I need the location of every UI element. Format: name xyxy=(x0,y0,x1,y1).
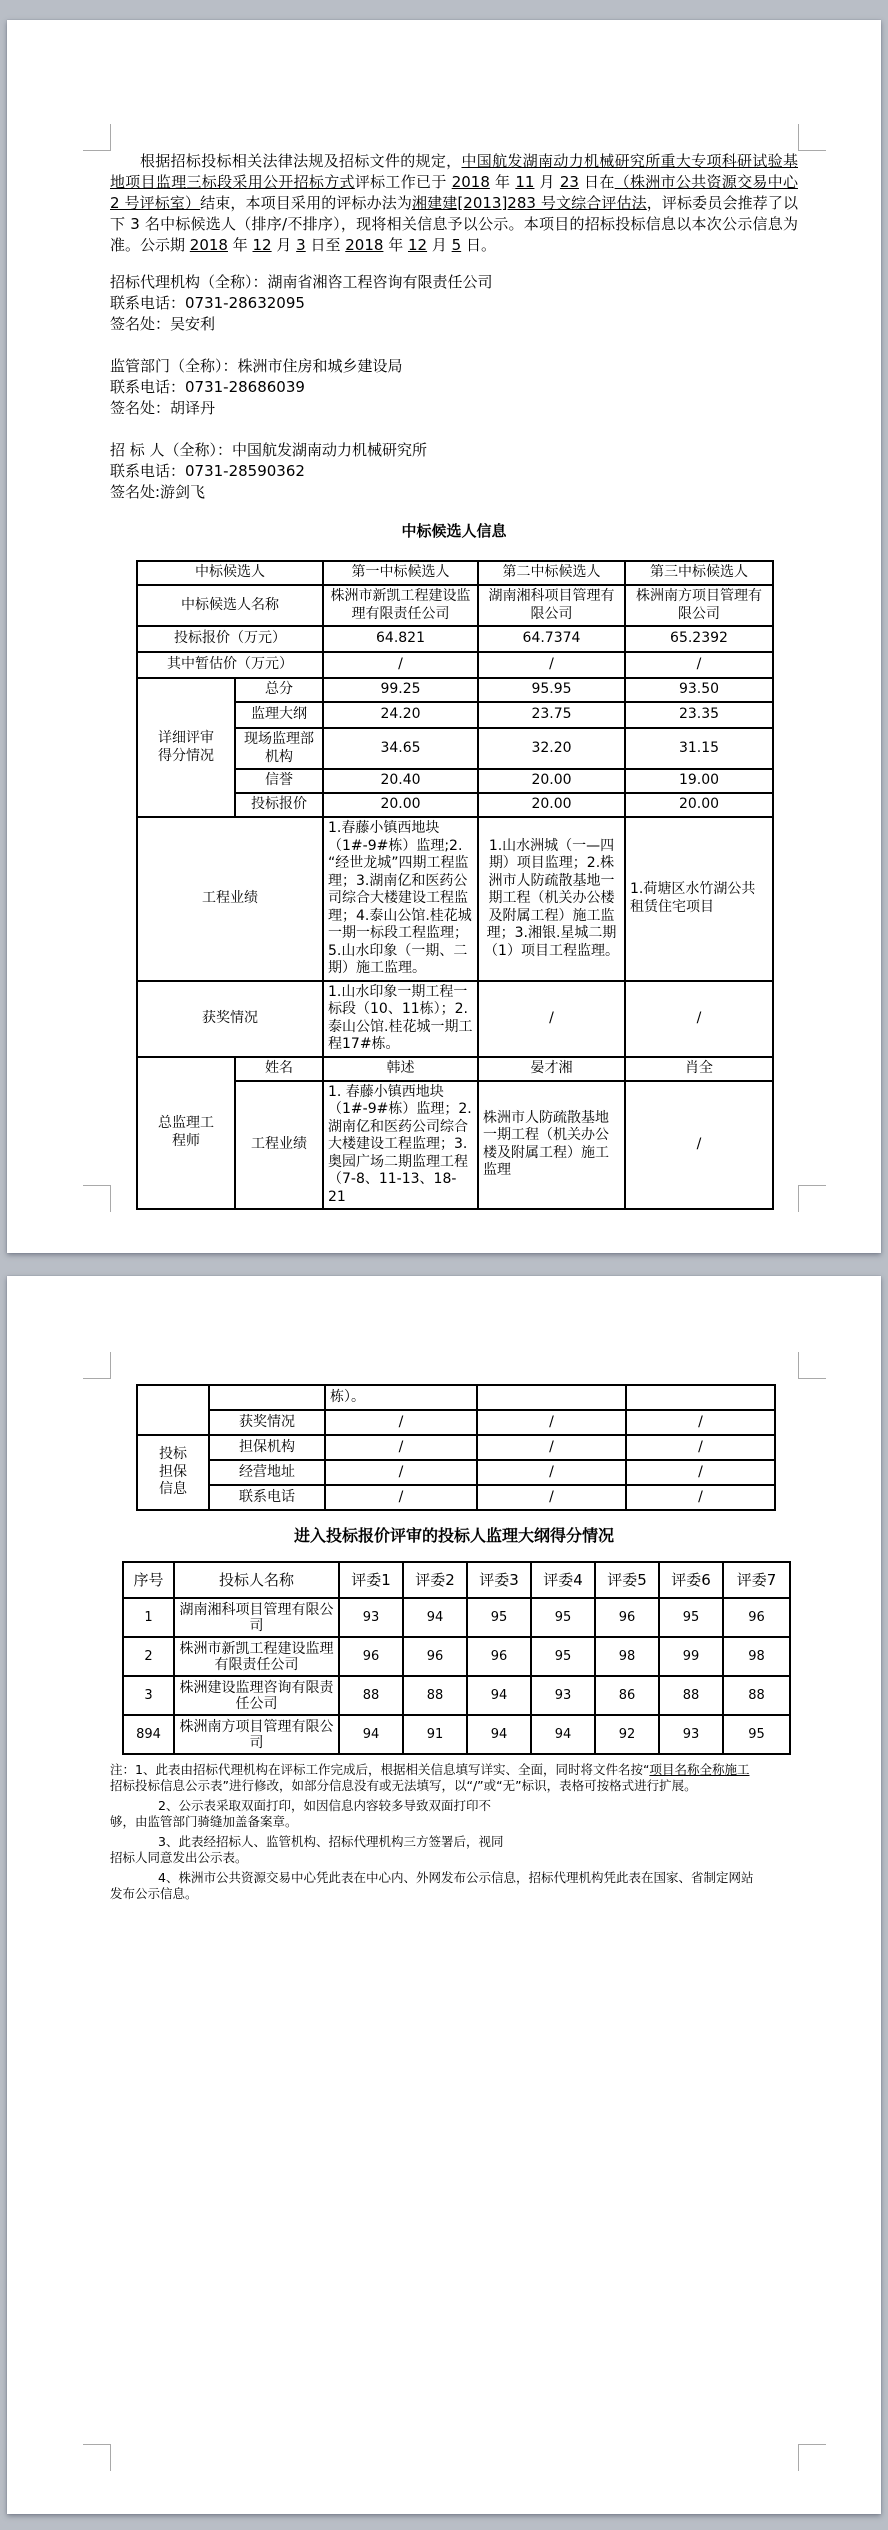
tenderee-phone-line: 联系电话：0731-28590362 xyxy=(110,462,305,480)
chief-performance-cell: / xyxy=(625,1081,773,1210)
intro-date: 2018 xyxy=(189,236,228,254)
table-row xyxy=(137,626,773,652)
awards-cell: / xyxy=(625,981,773,1057)
notes-section xyxy=(110,1762,798,1902)
score-group-label-cell: 详细评审得分情况 xyxy=(137,678,235,817)
intro-date: 5 xyxy=(451,236,462,254)
note-4 xyxy=(110,1870,798,1902)
score-cell: 99.25 xyxy=(323,678,478,702)
header-cell: 序号 xyxy=(123,1562,174,1598)
performance-cell: 1.春藤小镇西地块（1#-9#栋）监理;2.“经世龙城”四期工程监理；3.湖南亿和医药公司综合大楼建设工程监理；4.泰山公馆.桂花城一期一标段工程监理；5.山水印象（一期、二期）施工监理。 xyxy=(323,817,478,981)
regulator-name-line: 监管部门（全称）：株洲市住房和城乡建设局 xyxy=(110,357,403,375)
header-cell: 评委5 xyxy=(595,1562,659,1598)
tenderee-block xyxy=(110,440,798,503)
score-cell: 32.20 xyxy=(478,728,625,769)
regulator-block xyxy=(110,356,798,419)
value-cell: / xyxy=(325,1435,477,1460)
score-cell: 95 xyxy=(723,1715,790,1754)
value-cell: / xyxy=(323,652,478,678)
label-cell: 中标候选人名称 xyxy=(137,585,323,626)
score-cell: 93 xyxy=(339,1598,403,1637)
table-row xyxy=(137,561,773,585)
score-cell: 94 xyxy=(403,1598,467,1637)
agency-phone-line: 联系电话：0731-28632095 xyxy=(110,294,305,312)
table-row xyxy=(137,1460,775,1485)
score-cell: 96 xyxy=(723,1598,790,1637)
intro-text: 日在 xyxy=(578,173,615,191)
header-label-cell: 中标候选人 xyxy=(137,561,323,585)
seq-cell: 894 xyxy=(123,1715,174,1754)
score-cell: 88 xyxy=(659,1676,723,1715)
intro-text: 月 xyxy=(271,236,297,254)
table-row xyxy=(137,1485,775,1510)
value-cell: / xyxy=(325,1485,477,1510)
agency-name-line: 招标代理机构（全称）：湖南省湘咨工程咨询有限责任公司 xyxy=(110,273,493,291)
score-cell: 94 xyxy=(467,1676,531,1715)
note-2 xyxy=(110,1798,798,1830)
score-cell: 95.95 xyxy=(478,678,625,702)
table-row xyxy=(137,981,773,1057)
scores-heading: 进入投标报价评审的投标人监理大纲得分情况 xyxy=(293,1526,614,1545)
candidate-name-cell: 株洲南方项目管理有限公司 xyxy=(625,585,773,626)
performance-cell: 1.山水洲城（一—四期）项目监理；2.株洲市人防疏散基地一期工程（机关办公楼及附属工程）施工监理；3.湘银.星城二期（1）项目工程监理。 xyxy=(478,817,625,981)
empty-group-cell xyxy=(137,1385,209,1435)
label-cell: 联系电话 xyxy=(209,1485,325,1510)
page-2 xyxy=(7,1276,881,2514)
intro-date: 3 xyxy=(296,236,306,254)
table-row xyxy=(123,1676,790,1715)
label-cell: 投标报价（万元） xyxy=(137,626,323,652)
value-cell: / xyxy=(478,652,625,678)
label-cell: 工程业绩 xyxy=(137,817,323,981)
text-boundary-mark xyxy=(798,124,826,151)
label-cell: 监理大纲 xyxy=(235,702,323,728)
value-cell: / xyxy=(325,1460,477,1485)
bid-price-cell: 65.2392 xyxy=(625,626,773,652)
score-cell: 92 xyxy=(595,1715,659,1754)
label-cell: 总分 xyxy=(235,678,323,702)
header-cell: 第三中标候选人 xyxy=(625,561,773,585)
intro-text: 评标工作已于 xyxy=(354,173,452,191)
bid-price-cell: 64.821 xyxy=(323,626,478,652)
intro-text: 月 xyxy=(534,173,560,191)
note-line: 4、株洲市公共资源交易中心凭此表在中心内、外网发布公示信息，招标代理机构凭此表在国家、省制定网站 xyxy=(158,1870,754,1885)
text-boundary-mark xyxy=(83,1185,111,1212)
intro-text: 年 xyxy=(383,236,408,254)
text-boundary-mark xyxy=(83,124,111,151)
performance-tail-cell xyxy=(477,1385,626,1410)
score-cell: 20.00 xyxy=(478,793,625,817)
table-row xyxy=(137,585,773,626)
label-cell: 投标报价 xyxy=(235,793,323,817)
chief-group-label-cell: 总监理工程师 xyxy=(137,1057,235,1210)
awards-cell: / xyxy=(626,1410,775,1435)
intro-date: 23 xyxy=(559,173,579,191)
value-cell: / xyxy=(625,652,773,678)
score-cell: 93.50 xyxy=(625,678,773,702)
score-cell: 24.20 xyxy=(323,702,478,728)
score-cell: 20.00 xyxy=(625,793,773,817)
score-cell: 95 xyxy=(467,1598,531,1637)
page-1 xyxy=(7,20,881,1253)
agency-sign-line: 签名处：吴安利 xyxy=(110,315,216,333)
value-cell: / xyxy=(477,1435,626,1460)
intro-date: 2018 xyxy=(345,236,384,254)
label-cell: 获奖情况 xyxy=(137,981,323,1057)
score-cell: 19.00 xyxy=(625,769,773,793)
table-row xyxy=(137,652,773,678)
page-1-content xyxy=(110,151,798,1210)
score-cell: 99 xyxy=(659,1637,723,1676)
note-text-underlined: 项目名称全称施工 xyxy=(649,1762,750,1777)
score-cell: 86 xyxy=(595,1676,659,1715)
header-cell: 评委2 xyxy=(403,1562,467,1598)
candidate-name-cell: 湖南湘科项目管理有限公司 xyxy=(478,585,625,626)
text-boundary-mark xyxy=(83,2444,111,2471)
chief-performance-cell: 株洲市人防疏散基地一期工程（机关办公楼及附属工程）施工监理 xyxy=(478,1081,625,1210)
score-cell: 98 xyxy=(723,1637,790,1676)
label-cell: 其中暂估价（万元） xyxy=(137,652,323,678)
value-cell: / xyxy=(477,1460,626,1485)
chief-name-cell: 晏才湘 xyxy=(478,1057,625,1081)
intro-text-underlined: 湘建建[2013]283 号文综合评估法 xyxy=(412,194,647,212)
bidder-name-cell: 株洲市新凯工程建设监理有限责任公司 xyxy=(174,1637,339,1676)
header-cell: 第二中标候选人 xyxy=(478,561,625,585)
table-row xyxy=(123,1637,790,1676)
intro-text: ，评标委员会推荐了以下 3 名中标候选人（排序/不排序），现将相关信息予以公示。本项目的招标投标信息以本次公示信息为准。公示期 xyxy=(110,194,798,254)
table-row xyxy=(137,1435,775,1460)
value-cell: / xyxy=(626,1485,775,1510)
score-cell: 31.15 xyxy=(625,728,773,769)
label-cell: 信誉 xyxy=(235,769,323,793)
seq-cell: 1 xyxy=(123,1598,174,1637)
intro-date: 12 xyxy=(252,236,272,254)
agency-block xyxy=(110,272,798,335)
table-row xyxy=(137,1057,773,1081)
seq-cell: 2 xyxy=(123,1637,174,1676)
score-cell: 95 xyxy=(659,1598,723,1637)
header-cell: 评委6 xyxy=(659,1562,723,1598)
intro-text: 年 xyxy=(489,173,516,191)
chief-name-cell: 韩述 xyxy=(323,1057,478,1081)
note-line xyxy=(110,1762,798,1778)
candidates-heading: 中标候选人信息 xyxy=(401,522,507,540)
text-boundary-mark xyxy=(798,2444,826,2471)
score-cell: 96 xyxy=(339,1637,403,1676)
note-line: 2、公示表采取双面打印，如因信息内容较多导致双面打印不 xyxy=(158,1798,491,1813)
header-cell: 评委1 xyxy=(339,1562,403,1598)
header-cell: 评委7 xyxy=(723,1562,790,1598)
intro-text: 日至 xyxy=(305,236,346,254)
bid-price-cell: 64.7374 xyxy=(478,626,625,652)
seq-cell: 3 xyxy=(123,1676,174,1715)
table-row xyxy=(137,678,773,702)
note-line: 3、此表经招标人、监管机构、招标代理机构三方签署后，视同 xyxy=(158,1834,504,1849)
score-cell: 20.00 xyxy=(478,769,625,793)
bidder-name-cell: 湖南湘科项目管理有限公司 xyxy=(174,1598,339,1637)
intro-text: 年 xyxy=(227,236,253,254)
candidates-table-continued xyxy=(136,1384,776,1511)
intro-text: 日。 xyxy=(461,236,496,254)
intro-date: 2018 xyxy=(451,173,490,191)
label-cell: 姓名 xyxy=(235,1057,323,1081)
awards-cell: 1.山水印象一期工程一标段（10、11栋）；2.泰山公馆.桂花城一期工程17#栋。 xyxy=(323,981,478,1057)
value-cell: / xyxy=(626,1435,775,1460)
bidder-name-cell: 株洲建设监理咨询有限责任公司 xyxy=(174,1676,339,1715)
score-cell: 91 xyxy=(403,1715,467,1754)
table-header-row xyxy=(123,1562,790,1598)
intro-date: 11 xyxy=(515,173,535,191)
intro-text: 根据招标投标相关法律法规及招标文件的规定， xyxy=(140,152,462,170)
table-row xyxy=(137,1410,775,1435)
regulator-phone-line: 联系电话：0731-28686039 xyxy=(110,378,305,396)
page-2-content xyxy=(110,1382,798,1906)
score-cell: 93 xyxy=(531,1676,595,1715)
score-cell: 94 xyxy=(467,1715,531,1754)
performance-cell: 1.荷塘区水竹湖公共租赁住宅项目 xyxy=(625,817,773,981)
note-1 xyxy=(110,1762,798,1794)
intro-text: 结束，本项目采用的评标办法为 xyxy=(200,194,413,212)
score-cell: 20.00 xyxy=(323,793,478,817)
score-cell: 95 xyxy=(531,1598,595,1637)
awards-cell: / xyxy=(478,981,625,1057)
intro-paragraph xyxy=(110,151,798,256)
table-row xyxy=(137,1385,775,1410)
candidate-name-cell: 株洲市新凯工程建设监理有限责任公司 xyxy=(323,585,478,626)
value-cell: / xyxy=(477,1485,626,1510)
label-cell: 经营地址 xyxy=(209,1460,325,1485)
header-cell: 评委4 xyxy=(531,1562,595,1598)
label-cell: 担保机构 xyxy=(209,1435,325,1460)
intro-text-underlined: 中国航发湖南动力机械研究所重大专项科研试验基地项目监理三标段采用公开招标方式 xyxy=(110,152,798,191)
note-text: 注：1、此表由招标代理机构在评标工作完成后，根据相关信息填写详实、全面，同时将文件名按“ xyxy=(110,1762,650,1777)
score-cell: 34.65 xyxy=(323,728,478,769)
score-cell: 96 xyxy=(403,1637,467,1676)
label-cell: 现场监理部机构 xyxy=(235,728,323,769)
regulator-sign-line: 签名处：胡译丹 xyxy=(110,399,216,417)
intro-date: 12 xyxy=(407,236,428,254)
score-cell: 96 xyxy=(595,1598,659,1637)
table-row xyxy=(123,1715,790,1754)
bidder-name-cell: 株洲南方项目管理有限公司 xyxy=(174,1715,339,1754)
note-line: 招标人同意发出公示表。 xyxy=(110,1850,248,1865)
score-cell: 98 xyxy=(595,1637,659,1676)
performance-tail-cell xyxy=(626,1385,775,1410)
score-cell: 20.40 xyxy=(323,769,478,793)
value-cell: / xyxy=(626,1460,775,1485)
note-3 xyxy=(110,1834,798,1866)
text-boundary-mark xyxy=(798,1352,826,1379)
chief-name-cell: 肖全 xyxy=(625,1057,773,1081)
jury-scores-table xyxy=(122,1561,791,1755)
text-boundary-mark xyxy=(83,1352,111,1379)
score-cell: 88 xyxy=(339,1676,403,1715)
label-cell: 工程业绩 xyxy=(235,1081,323,1210)
note-line: 够，由监管部门骑缝加盖备案章。 xyxy=(110,1814,298,1829)
note-line: 发布公示信息。 xyxy=(110,1886,198,1901)
candidates-table xyxy=(136,560,774,1210)
note-line: 招标投标信息公示表”进行修改，如部分信息没有或无法填写，以“/”或“无”标识，表格可按格式进行扩展。 xyxy=(110,1778,697,1793)
score-cell: 96 xyxy=(467,1637,531,1676)
performance-tail-cell: 栋）。 xyxy=(325,1385,477,1410)
score-cell: 94 xyxy=(339,1715,403,1754)
header-cell: 评委3 xyxy=(467,1562,531,1598)
awards-cell: / xyxy=(477,1410,626,1435)
score-cell: 88 xyxy=(723,1676,790,1715)
score-cell: 95 xyxy=(531,1637,595,1676)
score-cell: 23.75 xyxy=(478,702,625,728)
chief-performance-cell: 1. 春藤小镇西地块（1#-9#栋）监理；2.湖南亿和医药公司综合大楼建设工程监理；3.奥园广场二期监理工程（7-8、11-13、18-21 xyxy=(323,1081,478,1210)
intro-text-underlined: （株洲市公共资源交易中心 2 号评标室） xyxy=(110,173,798,212)
tenderee-sign-line: 签名处:游剑飞 xyxy=(110,483,206,501)
table-row xyxy=(123,1598,790,1637)
score-cell: 23.35 xyxy=(625,702,773,728)
label-cell: 获奖情况 xyxy=(209,1410,325,1435)
awards-cell: / xyxy=(325,1410,477,1435)
header-cell: 投标人名称 xyxy=(174,1562,339,1598)
score-cell: 94 xyxy=(531,1715,595,1754)
empty-label-cell xyxy=(209,1385,325,1410)
header-cell: 第一中标候选人 xyxy=(323,561,478,585)
table-row xyxy=(137,817,773,981)
score-cell: 88 xyxy=(403,1676,467,1715)
text-boundary-mark xyxy=(798,1185,826,1212)
score-cell: 93 xyxy=(659,1715,723,1754)
intro-text: 月 xyxy=(427,236,452,254)
tenderee-name-line: 招 标 人（全称）：中国航发湖南动力机械研究所 xyxy=(110,441,428,459)
guarantee-group-label-cell: 投标担保信息 xyxy=(137,1435,209,1510)
